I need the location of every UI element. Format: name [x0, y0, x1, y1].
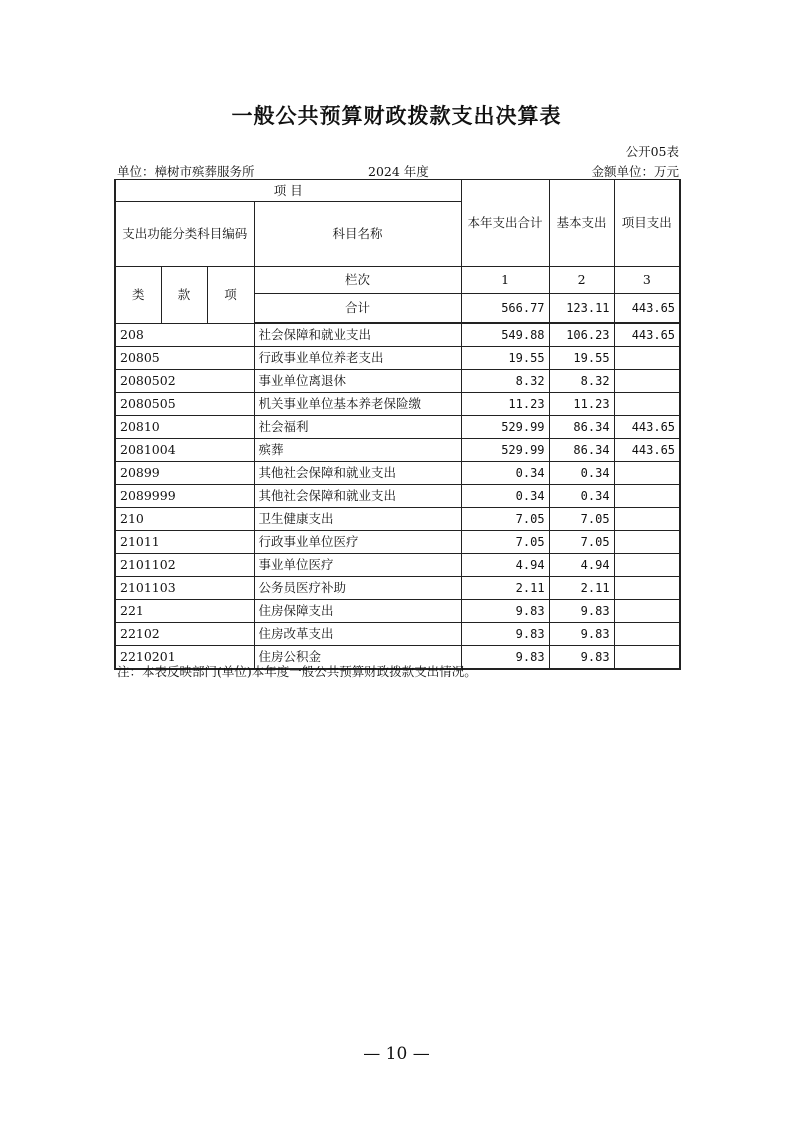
row-name: 其他社会保障和就业支出 [254, 485, 461, 508]
row-code: 221 [115, 600, 254, 623]
table-row [115, 393, 680, 416]
row-code: 208 [115, 323, 254, 347]
row-name: 社会福利 [254, 416, 461, 439]
row-total: 2.11 [461, 577, 549, 600]
document-title: 一般公共预算财政拨款支出决算表 [231, 104, 562, 128]
row-total: 529.99 [461, 439, 549, 462]
row-code: 20899 [115, 462, 254, 485]
header-kuan: 款 [161, 267, 207, 324]
row-project [614, 393, 680, 416]
row-basic: 106.23 [549, 323, 614, 347]
table-row [115, 577, 680, 600]
row-code: 2080502 [115, 370, 254, 393]
row-basic: 7.05 [549, 508, 614, 531]
header-code-group: 支出功能分类科目编码 [115, 202, 254, 267]
row-code: 2080505 [115, 393, 254, 416]
row-total: 0.34 [461, 485, 549, 508]
row-code: 2081004 [115, 439, 254, 462]
row-project [614, 577, 680, 600]
row-project: 443.65 [614, 416, 680, 439]
row-total: 4.94 [461, 554, 549, 577]
row-project [614, 347, 680, 370]
table-row [115, 416, 680, 439]
row-name: 住房公积金 [254, 646, 461, 670]
expenditure-table [114, 179, 681, 670]
page-number: — 10 — [363, 1044, 430, 1064]
row-name: 事业单位医疗 [254, 554, 461, 577]
row-basic: 9.83 [549, 600, 614, 623]
row-name: 行政事业单位养老支出 [254, 347, 461, 370]
table-row [115, 462, 680, 485]
total-row-project: 443.65 [614, 294, 680, 324]
row-total: 529.99 [461, 416, 549, 439]
row-code: 20810 [115, 416, 254, 439]
row-basic: 86.34 [549, 416, 614, 439]
total-row-total: 566.77 [461, 294, 549, 324]
table-row [115, 623, 680, 646]
row-project [614, 485, 680, 508]
header-name: 科目名称 [254, 202, 461, 267]
row-project [614, 600, 680, 623]
row-total: 8.32 [461, 370, 549, 393]
row-total: 9.83 [461, 623, 549, 646]
table-row [115, 347, 680, 370]
table-row [115, 600, 680, 623]
row-name: 行政事业单位医疗 [254, 531, 461, 554]
row-code: 210 [115, 508, 254, 531]
row-name: 机关事业单位基本养老保险缴 [254, 393, 461, 416]
row-code: 2101103 [115, 577, 254, 600]
row-total: 9.83 [461, 646, 549, 670]
header-col1: 1 [461, 267, 549, 294]
row-project [614, 531, 680, 554]
year-label: 2024 年度 [368, 164, 429, 179]
row-basic: 0.34 [549, 462, 614, 485]
table-row [115, 554, 680, 577]
header-total: 本年支出合计 [461, 180, 549, 267]
row-total: 7.05 [461, 508, 549, 531]
row-basic: 19.55 [549, 347, 614, 370]
row-code: 22102 [115, 623, 254, 646]
row-total: 7.05 [461, 531, 549, 554]
form-number: 公开05表 [625, 144, 679, 159]
row-basic: 0.34 [549, 485, 614, 508]
row-total: 9.83 [461, 600, 549, 623]
row-project: 443.65 [614, 439, 680, 462]
header-item: 项 目 [115, 180, 461, 202]
header-col2: 2 [549, 267, 614, 294]
row-basic: 8.32 [549, 370, 614, 393]
row-basic: 9.83 [549, 646, 614, 670]
table-row [115, 531, 680, 554]
row-code: 20805 [115, 347, 254, 370]
row-name: 其他社会保障和就业支出 [254, 462, 461, 485]
row-total: 19.55 [461, 347, 549, 370]
row-project [614, 462, 680, 485]
row-total: 11.23 [461, 393, 549, 416]
table-row [115, 370, 680, 393]
row-project: 443.65 [614, 323, 680, 347]
row-name: 社会保障和就业支出 [254, 323, 461, 347]
row-code: 21011 [115, 531, 254, 554]
row-code: 2210201 [115, 646, 254, 670]
row-name: 公务员医疗补助 [254, 577, 461, 600]
row-basic: 11.23 [549, 393, 614, 416]
row-project [614, 646, 680, 670]
row-project [614, 623, 680, 646]
header-col3: 3 [614, 267, 680, 294]
table-row [115, 508, 680, 531]
row-code: 2089999 [115, 485, 254, 508]
row-basic: 86.34 [549, 439, 614, 462]
row-basic: 2.11 [549, 577, 614, 600]
row-basic: 9.83 [549, 623, 614, 646]
row-total: 549.88 [461, 323, 549, 347]
total-row-basic: 123.11 [549, 294, 614, 324]
footnote: 注：本表反映部门(单位)本年度一般公共预算财政拨款支出情况。 [117, 664, 477, 679]
row-project [614, 370, 680, 393]
row-code: 2101102 [115, 554, 254, 577]
total-row-label: 合计 [254, 294, 461, 324]
row-name: 卫生健康支出 [254, 508, 461, 531]
row-total: 0.34 [461, 462, 549, 485]
unit-label: 单位：樟树市殡葬服务所 [117, 164, 255, 179]
row-name: 殡葬 [254, 439, 461, 462]
row-project [614, 508, 680, 531]
header-project: 项目支出 [614, 180, 680, 267]
row-basic: 4.94 [549, 554, 614, 577]
header-xiang: 项 [207, 267, 254, 324]
row-basic: 7.05 [549, 531, 614, 554]
header-lei: 类 [115, 267, 161, 324]
money-unit-label: 金额单位：万元 [591, 164, 679, 179]
table-row [115, 323, 680, 347]
row-project [614, 554, 680, 577]
table-row [115, 485, 680, 508]
row-name: 住房保障支出 [254, 600, 461, 623]
row-name: 事业单位离退休 [254, 370, 461, 393]
table-row [115, 439, 680, 462]
header-basic: 基本支出 [549, 180, 614, 267]
header-lanci: 栏次 [254, 267, 461, 294]
row-name: 住房改革支出 [254, 623, 461, 646]
